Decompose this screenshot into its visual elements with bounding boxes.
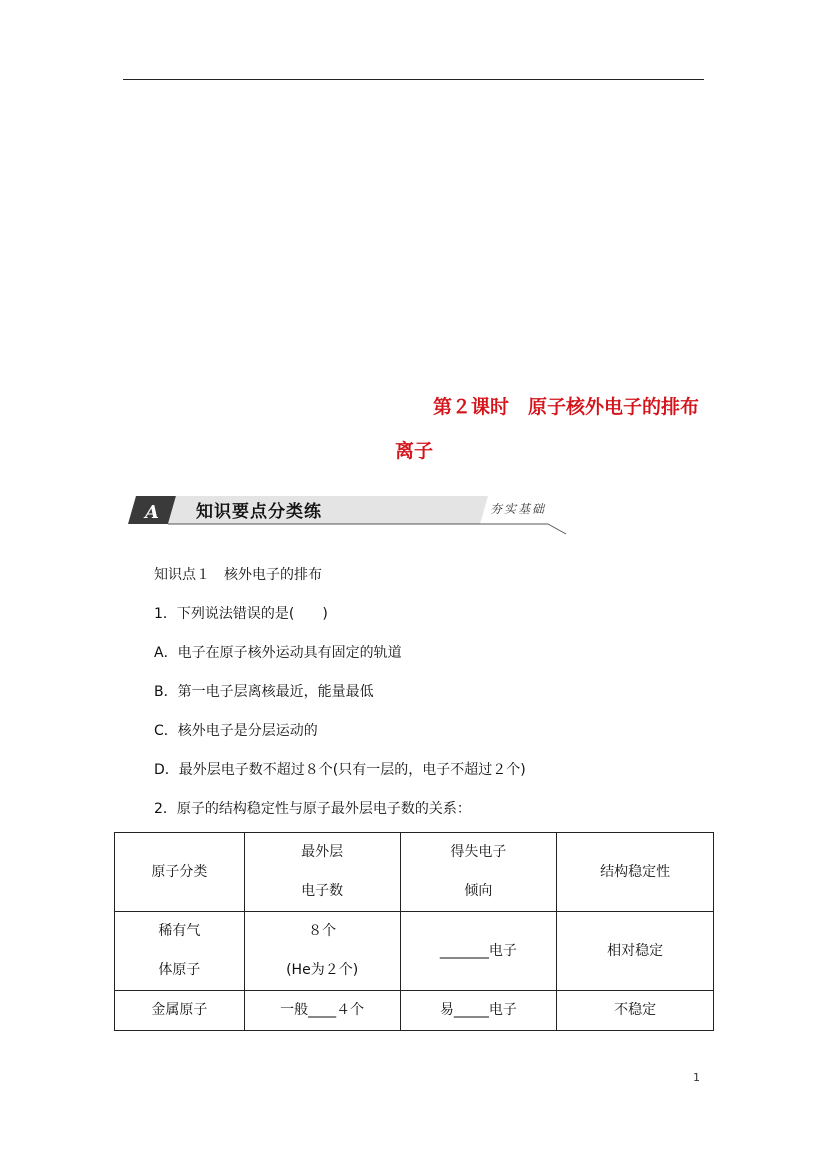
question-2-stem: 2．原子的结构稳定性与原子最外层电子数的关系： xyxy=(154,801,471,817)
table-row xyxy=(115,912,714,991)
cell-metal-electrons-blank: 一般____４个 xyxy=(244,991,400,1031)
cell-noble-gas-electrons: ８个 (He为２个) xyxy=(244,912,400,991)
cell-metal: 金属原子 xyxy=(115,991,245,1031)
header-structure-stability: 结构稳定性 xyxy=(557,833,714,912)
banner-badge-letter: A xyxy=(145,502,159,523)
cell-noble-gas-stability: 相对稳定 xyxy=(557,912,714,991)
header-gain-lose-tendency: 得失电子 倾向 xyxy=(400,833,557,912)
header-rule xyxy=(123,79,704,80)
header-outer-electrons: 最外层 电子数 xyxy=(244,833,400,912)
cell-metal-stability: 不稳定 xyxy=(557,991,714,1031)
question-1-option-c: C．核外电子是分层运动的 xyxy=(154,723,318,739)
question-1-option-b: B．第一电子层离核最近，能量最低 xyxy=(154,684,374,700)
table-row xyxy=(115,991,714,1031)
banner-title: 知识要点分类练 xyxy=(196,502,322,522)
cell-metal-tendency-blank: 易_____电子 xyxy=(400,991,557,1031)
question-1-option-d: D．最外层电子数不超过８个(只有一层的，电子不超过２个) xyxy=(154,762,526,778)
banner-subtitle: 夯实基础 xyxy=(490,502,547,516)
stability-table xyxy=(114,832,714,1031)
table-header-row xyxy=(115,833,714,912)
question-1-stem: 1．下列说法错误的是( ) xyxy=(154,606,328,622)
banner-underline-tail xyxy=(548,524,566,534)
header-atom-type: 原子分类 xyxy=(115,833,245,912)
cell-noble-gas: 稀有气 体原子 xyxy=(115,912,245,991)
question-1-option-a: A．电子在原子核外运动具有固定的轨道 xyxy=(154,645,402,661)
knowledge-point-heading: 知识点１ 核外电子的排布 xyxy=(154,567,322,583)
cell-noble-gas-tendency-blank: _______电子 xyxy=(400,912,557,991)
page-number: 1 xyxy=(693,1071,700,1084)
